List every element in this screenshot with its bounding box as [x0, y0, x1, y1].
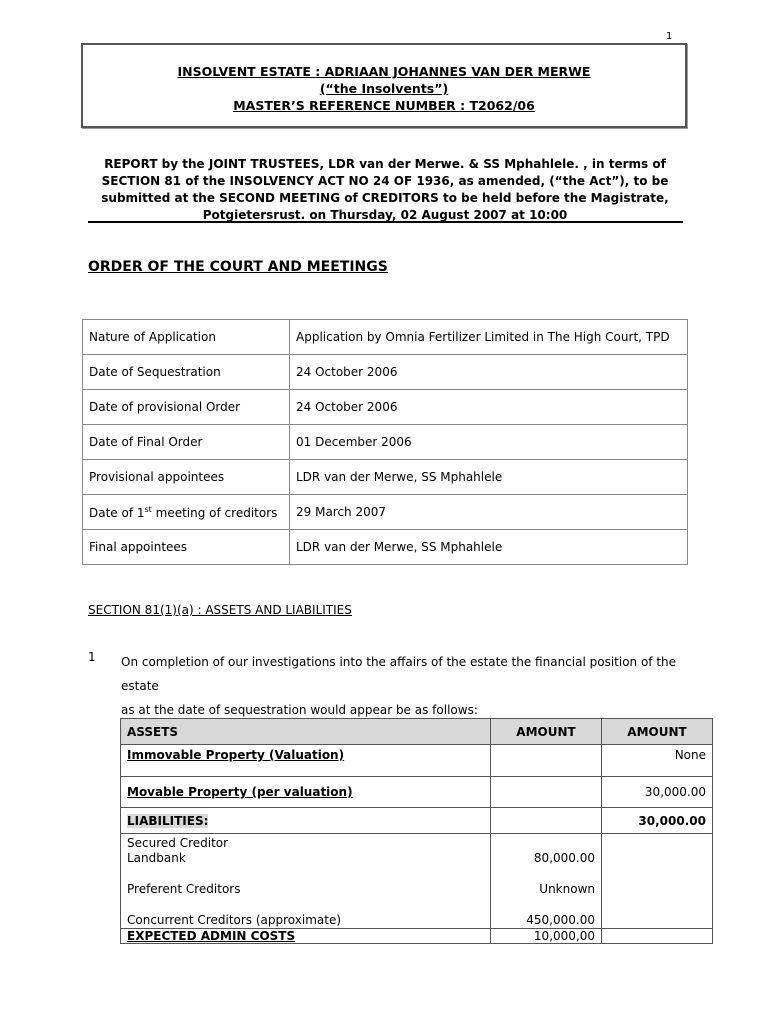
table-row — [83, 460, 688, 495]
movable-value: 30,000.00 — [602, 777, 713, 808]
row-value: 29 March 2007 — [290, 495, 688, 530]
table-row — [83, 530, 688, 565]
table-row — [121, 745, 713, 777]
paragraph-text — [121, 650, 691, 722]
paragraph-line: as at the date of sequestration would appear be as follows: — [121, 703, 478, 717]
insolvents-subtitle: (“the Insolvents”) — [319, 81, 449, 96]
row-label: Provisional appointees — [83, 460, 290, 495]
row-label: Nature of Application — [83, 320, 290, 355]
row-value: LDR van der Merwe, SS Mphahlele — [290, 460, 688, 495]
row-value: Application by Omnia Fertilizer Limited in The High Court, TPD — [290, 320, 688, 355]
empty-cell — [602, 834, 713, 929]
table-row — [121, 808, 713, 834]
order-table — [82, 319, 688, 565]
page-number: 1 — [666, 31, 673, 42]
paragraph-line: On completion of our investigations into the affairs of the estate the financial position of the estate — [121, 655, 677, 693]
row-value: 24 October 2006 — [290, 355, 688, 390]
table-row — [83, 390, 688, 425]
empty-cell — [491, 745, 602, 777]
label-part: meeting of creditors — [151, 505, 278, 520]
estate-title: INSOLVENT ESTATE : ADRIAAN JOHANNES VAN DER MERWE — [177, 64, 591, 79]
landbank-value: 80,000.00 — [533, 851, 595, 865]
creditor-values — [491, 834, 602, 929]
immovable-value: None — [602, 745, 713, 777]
empty-cell — [602, 929, 713, 944]
paragraph-number: 1 — [88, 650, 96, 664]
landbank-label: Landbank — [127, 851, 186, 865]
assets-table — [120, 718, 713, 944]
admin-costs-value: 10,000,00 — [491, 929, 602, 944]
title-box — [81, 43, 687, 128]
divider — [88, 221, 683, 223]
empty-cell — [491, 777, 602, 808]
report-line: REPORT by the JOINT TRUSTEES, LDR van der Merwe. & SS Mphahlele. , in terms of — [104, 157, 666, 171]
order-heading: ORDER OF THE COURT AND MEETINGS — [88, 259, 388, 275]
row-label: Date of Final Order — [83, 425, 290, 460]
row-label: Date of Sequestration — [83, 355, 290, 390]
header-assets: ASSETS — [121, 719, 491, 745]
row-label: Date of provisional Order — [83, 390, 290, 425]
table-row — [83, 320, 688, 355]
concurrent-label: Concurrent Creditors (approximate) — [127, 913, 342, 927]
row-value: LDR van der Merwe, SS Mphahlele — [290, 530, 688, 565]
section-heading: SECTION 81(1)(a) : ASSETS AND LIABILITIES — [88, 603, 352, 617]
table-row — [121, 834, 713, 929]
masters-reference: MASTER’S REFERENCE NUMBER : T2062/06 — [233, 98, 535, 113]
table-row — [83, 355, 688, 390]
table-row — [121, 929, 713, 944]
empty-cell — [491, 808, 602, 834]
liabilities-text: LIABILITIES: — [127, 813, 209, 828]
row-label — [83, 495, 290, 530]
concurrent-value: 450,000.00 — [526, 913, 595, 927]
label-superscript: st — [144, 504, 152, 514]
preferent-label: Preferent Creditors — [127, 882, 241, 896]
secured-creditor-label: Secured Creditor — [127, 836, 229, 850]
movable-label: Movable Property (per valuation) — [121, 777, 491, 808]
report-line: SECTION 81 of the INSOLVENCY ACT NO 24 OF 1936, as amended, (“the Act”), to be — [101, 174, 669, 188]
header-amount: AMOUNT — [602, 719, 713, 745]
row-value: 01 December 2006 — [290, 425, 688, 460]
report-intro — [100, 156, 670, 224]
table-row — [83, 425, 688, 460]
liabilities-total: 30,000.00 — [602, 808, 713, 834]
row-label: Final appointees — [83, 530, 290, 565]
creditor-labels — [121, 834, 491, 929]
preferent-value: Unknown — [539, 882, 595, 896]
report-line: Potgietersrust. on Thursday, 02 August 2007 at 10:00 — [202, 208, 568, 222]
header-amount: AMOUNT — [491, 719, 602, 745]
report-line: submitted at the SECOND MEETING of CREDITORS to be held before the Magistrate, — [101, 191, 669, 205]
immovable-label: Immovable Property (Valuation) — [121, 745, 491, 777]
row-value: 24 October 2006 — [290, 390, 688, 425]
label-part: Date of 1 — [89, 505, 145, 520]
table-row — [83, 495, 688, 530]
table-row — [121, 777, 713, 808]
liabilities-label — [121, 808, 491, 834]
admin-costs-label: EXPECTED ADMIN COSTS — [121, 929, 491, 944]
table-header-row — [121, 719, 713, 745]
